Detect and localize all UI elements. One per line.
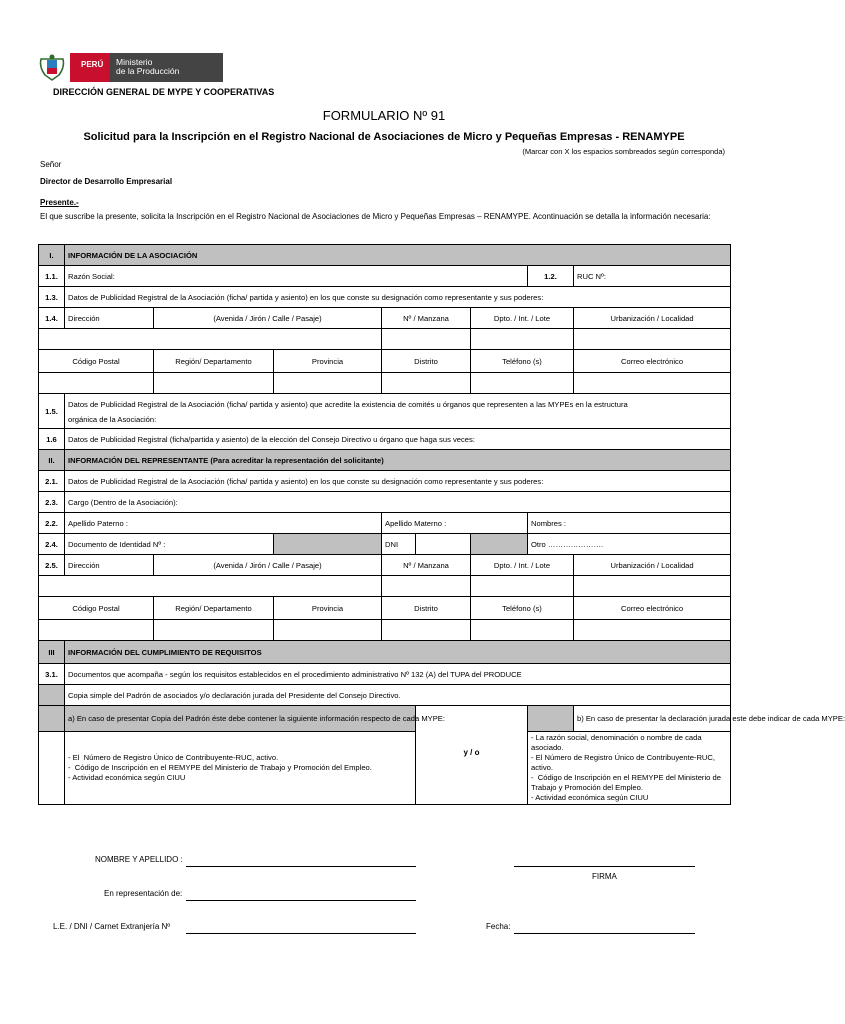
dpto-input[interactable] [471, 329, 574, 350]
telefono-label: Teléfono (s) [471, 597, 574, 620]
documento-line[interactable] [186, 933, 416, 934]
field-number: 2.5. [39, 555, 65, 576]
section-1-title: INFORMACIÓN DE LA ASOCIACIÓN [65, 245, 731, 266]
otro-checkbox[interactable] [471, 534, 528, 555]
direccion-label: Dirección [65, 308, 154, 329]
ruc-field[interactable]: RUC Nº: [574, 266, 731, 287]
field-number: 2.2. [39, 513, 65, 534]
provincia-label: Provincia [274, 597, 382, 620]
distrito-label: Distrito [382, 350, 471, 373]
distrito-input[interactable] [382, 620, 471, 641]
form-subtitle: Solicitud para la Inscripción en el Registro Nacional de Asociaciones de Micro y Pequeñas Empresas - RENAMYPE [83, 131, 685, 143]
dni-checkbox[interactable] [274, 534, 382, 555]
section-1-number: I. [39, 245, 65, 266]
fecha-label: Fecha: [486, 922, 511, 931]
urbanizacion-input[interactable] [574, 576, 731, 597]
publicidad-registral-field[interactable]: Datos de Publicidad Registral de la Asociación (ficha/ partida y asiento) en los que conste su designación como representante y sus poderes: [65, 287, 731, 308]
correo-label: Correo electrónico [574, 597, 731, 620]
representacion-label: En representación de: [104, 889, 183, 898]
and-or-label: y / o [416, 732, 528, 805]
distrito-input[interactable] [382, 373, 471, 394]
field-number: 1.5. [39, 394, 65, 429]
section-2-title: INFORMACIÓN DEL REPRESENTANTE (Para acreditar la representación del solicitante) [65, 450, 731, 471]
presente: Presente.- [40, 198, 79, 207]
codigo-postal-label: Código Postal [39, 350, 154, 373]
country-badge: PERÚ [70, 53, 110, 82]
firma-label: FIRMA [592, 872, 617, 881]
declaracion-requirements: - La razón social, denominación o nombre de cada asociado. - El Número de Registro Único de Contribuyente-RUC, activo. - Código de Inscripción en el REMYPE del Ministerio de Trabajo y Promoción del Empleo. - Actividad económica según CIUU [528, 732, 731, 805]
section-3-number: III [39, 641, 65, 664]
razon-social-field[interactable]: Razón Social: [65, 266, 528, 287]
field-number: 2.1. [39, 471, 65, 492]
padron-checkbox[interactable] [39, 685, 65, 706]
ministry-name: Ministerio de la Producción [110, 53, 223, 82]
field-number: 2.3. [39, 492, 65, 513]
comites-field[interactable]: Datos de Publicidad Registral de la Asociación (ficha/ partida y asiento) que acredite la existencia de comités u órganos que representen a las MYPEs en la estructura orgánica de la Asociación: [65, 394, 731, 429]
manzana-label: Nº / Manzana [382, 555, 471, 576]
padron-option-checkbox[interactable] [39, 706, 65, 732]
field-number: 3.1. [39, 664, 65, 685]
form-note: (Marcar con X los espacios sombreados según corresponda) [522, 147, 725, 156]
documento-identidad-label: Documento de Identidad Nº : [65, 534, 274, 555]
ministry-logo [37, 53, 223, 82]
manzana-label: Nº / Manzana [382, 308, 471, 329]
codigo-postal-input[interactable] [39, 373, 154, 394]
region-label: Región/ Departamento [154, 597, 274, 620]
urbanizacion-label: Urbanización / Localidad [574, 308, 731, 329]
representacion-line[interactable] [186, 900, 416, 901]
section-2-number: II. [39, 450, 65, 471]
cargo-field[interactable]: Cargo (Dentro de la Asociación): [65, 492, 731, 513]
documentos-label: Documentos que acompaña - según los requisitos establecidos en el procedimiento administrativo Nº 132 (A) del TUPA del PRODUCE [65, 664, 731, 685]
correo-label: Correo electrónico [574, 350, 731, 373]
dpto-label: Dpto. / Int. / Lote [471, 308, 574, 329]
direccion-label: Dirección [65, 555, 154, 576]
manzana-input[interactable] [382, 329, 471, 350]
firma-line[interactable] [514, 866, 695, 867]
codigo-postal-input[interactable] [39, 620, 154, 641]
correo-input[interactable] [574, 373, 731, 394]
codigo-postal-label: Código Postal [39, 597, 154, 620]
region-input[interactable] [154, 620, 274, 641]
field-number: 1.3. [39, 287, 65, 308]
dni-number-input[interactable] [416, 534, 471, 555]
field-number: 1.4. [39, 308, 65, 329]
field-number: 1.1. [39, 266, 65, 287]
field-number: 1.6 [39, 429, 65, 450]
avenida-label: (Avenida / Jirón / Calle / Pasaje) [154, 308, 382, 329]
provincia-input[interactable] [274, 620, 382, 641]
coat-of-arms-icon [37, 53, 67, 82]
correo-input[interactable] [574, 620, 731, 641]
fecha-line[interactable] [514, 933, 695, 934]
recipient: Director de Desarrollo Empresarial [40, 177, 173, 186]
documento-label: L.E. / DNI / Carnet Extranjería Nº [53, 922, 171, 931]
direccion-input[interactable] [39, 576, 382, 597]
dni-label: DNI [382, 534, 416, 555]
nombres-field[interactable]: Nombres : [528, 513, 731, 534]
application-form-table [38, 244, 845, 805]
padron-requirements: - El Número de Registro Único de Contribuyente-RUC, activo. - Código de Inscripción en el REMYPE del Ministerio de Trabajo y Promoción del Empleo. - Actividad económica según CIUU [65, 732, 416, 805]
provincia-label: Provincia [274, 350, 382, 373]
copia-padron-label: Copia simple del Padrón de asociados y/o declaración jurada del Presidente del Consejo Directivo. [65, 685, 731, 706]
declaracion-option-heading: b) En caso de presentar la declaración jurada este debe indicar de cada MYPE: [574, 706, 731, 732]
nombre-label: NOMBRE Y APELLIDO : [95, 855, 183, 864]
salutation: Señor [40, 160, 62, 169]
apellido-paterno-field[interactable]: Apellido Paterno : [65, 513, 382, 534]
telefono-input[interactable] [471, 373, 574, 394]
avenida-label: (Avenida / Jirón / Calle / Pasaje) [154, 555, 382, 576]
intro-text: El que suscribe la presente, solicita la Inscripción en el Registro Nacional de Asociaciones de Micro y Pequeñas Empresas – RENAMYPE. Acontinuación se detalla la información necesaria: [40, 212, 711, 221]
direction-name: DIRECCIÓN GENERAL DE MYPE Y COOPERATIVAS [53, 87, 275, 97]
urbanizacion-input[interactable] [574, 329, 731, 350]
direccion-input[interactable] [39, 329, 382, 350]
dpto-input[interactable] [471, 576, 574, 597]
apellido-materno-field[interactable]: Apellido Materno : [382, 513, 528, 534]
form-title: FORMULARIO Nº 91 [322, 108, 446, 123]
padron-option-heading: a) En caso de presentar Copia del Padrón éste debe contener la siguiente información respecto de cada MYPE: [65, 706, 416, 732]
otro-field[interactable]: Otro …………………. [528, 534, 731, 555]
representante-poderes-field[interactable]: Datos de Publicidad Registral de la Asociación (ficha/ partida y asiento) en los que conste su designación como representante y sus poderes: [65, 471, 731, 492]
telefono-label: Teléfono (s) [471, 350, 574, 373]
telefono-input[interactable] [471, 620, 574, 641]
urbanizacion-label: Urbanización / Localidad [574, 555, 731, 576]
region-label: Región/ Departamento [154, 350, 274, 373]
nombre-line[interactable] [186, 866, 416, 867]
manzana-input[interactable] [382, 576, 471, 597]
consejo-directivo-field[interactable]: Datos de Publicidad Registral (ficha/partida y asiento) de la elección del Consejo Directivo u órgano que haga sus veces: [65, 429, 731, 450]
section-3-title: INFORMACIÓN DEL CUMPLIMIENTO DE REQUISITOS [65, 641, 731, 664]
field-number: 2.4. [39, 534, 65, 555]
provincia-input[interactable] [274, 373, 382, 394]
distrito-label: Distrito [382, 597, 471, 620]
region-input[interactable] [154, 373, 274, 394]
field-number: 1.2. [528, 266, 574, 287]
declaracion-option-checkbox[interactable] [528, 706, 574, 732]
dpto-label: Dpto. / Int. / Lote [471, 555, 574, 576]
blank-cell [39, 732, 65, 805]
